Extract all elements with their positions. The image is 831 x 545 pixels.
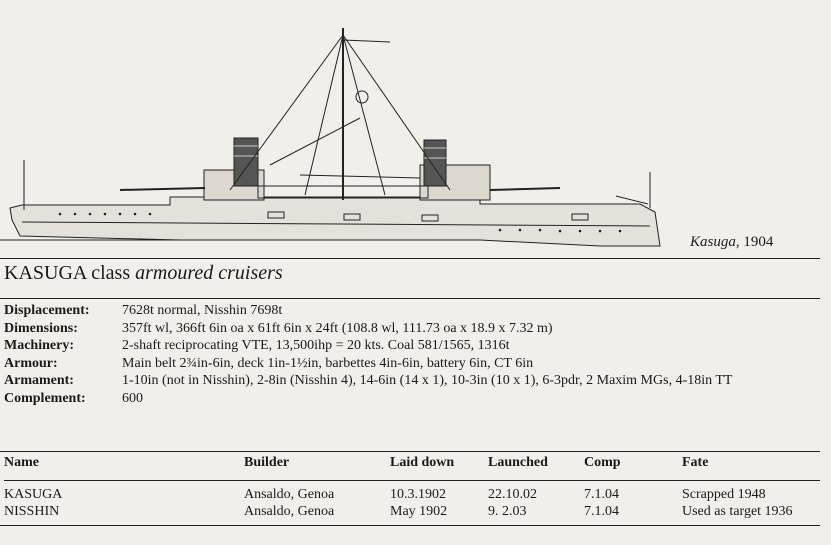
cell-laid-down: 10.3.1902 [390, 487, 446, 502]
spec-label: Dimensions: [4, 320, 78, 336]
class-name: KASUGA class [4, 262, 131, 284]
spec-value: 2-shaft reciprocating VTE, 13,500ihp = 20 kts. Coal 581/1565, 1316t [122, 338, 510, 353]
cell-builder: Ansaldo, Genoa [244, 487, 335, 502]
cell-comp: 7.1.04 [584, 487, 619, 502]
cell-launched: 22.10.02 [488, 487, 537, 502]
divider [0, 298, 820, 299]
spec-label: Complement: [4, 390, 86, 406]
spec-value: 600 [122, 390, 143, 406]
col-header-launched: Launched [488, 455, 548, 470]
cell-comp: 7.1.04 [584, 504, 619, 519]
col-header-comp: Comp [584, 455, 621, 470]
spec-row [4, 390, 822, 408]
cell-builder: Ansaldo, Genoa [244, 504, 335, 519]
caption-ship-name: Kasuga [690, 234, 736, 250]
caption-year: , 1904 [735, 234, 774, 250]
divider [4, 472, 820, 481]
col-header-fate: Fate [682, 455, 709, 470]
table-header [4, 455, 820, 472]
spec-row [4, 337, 822, 355]
cell-name: KASUGA [4, 487, 63, 502]
page-title [4, 262, 283, 285]
cell-fate: Scrapped 1948 [682, 487, 766, 502]
drawing-caption [690, 234, 773, 251]
spec-row [4, 355, 822, 373]
spec-row [4, 302, 822, 320]
col-header-laid-down: Laid down [390, 455, 455, 470]
spec-value: 1-10in (not in Nisshin), 2-8in (Nisshin 4), 14-6in (14 x 1), 10-3in (10 x 1), 6-3pdr, 2 Maxim MGs, 4-18in TT [122, 373, 733, 388]
specifications [4, 302, 822, 407]
divider [0, 451, 820, 452]
spec-label: Displacement: [4, 303, 90, 318]
cell-name: NISSHIN [4, 504, 60, 519]
spec-value: Main belt 2¾in-6in, deck 1in-1½in, barbettes 4in-6in, battery 6in, CT 6in [122, 355, 534, 371]
class-subtitle: armoured cruisers [135, 262, 283, 284]
ship-profile-drawing [0, 0, 831, 260]
spec-value: 7628t normal, Nisshin 7698t [122, 303, 283, 318]
spec-value: 357ft wl, 366ft 6in oa x 61ft 6in x 24ft (108.8 wl, 111.73 oa x 18.9 x 7.32 m) [122, 320, 553, 336]
cell-launched: 9. 2.03 [488, 504, 527, 519]
divider [0, 525, 820, 526]
divider [0, 258, 820, 259]
table-row [4, 504, 820, 521]
col-header-name: Name [4, 455, 39, 470]
cell-laid-down: May 1902 [390, 504, 448, 519]
cell-fate: Used as target 1936 [682, 504, 793, 519]
spec-label: Machinery: [4, 338, 74, 353]
spec-label: Armament: [4, 373, 74, 388]
table-row [4, 487, 820, 504]
spec-label: Armour: [4, 355, 58, 371]
spec-row [4, 320, 822, 338]
col-header-builder: Builder [244, 455, 290, 470]
spec-row [4, 372, 822, 390]
ship-table [4, 455, 820, 521]
